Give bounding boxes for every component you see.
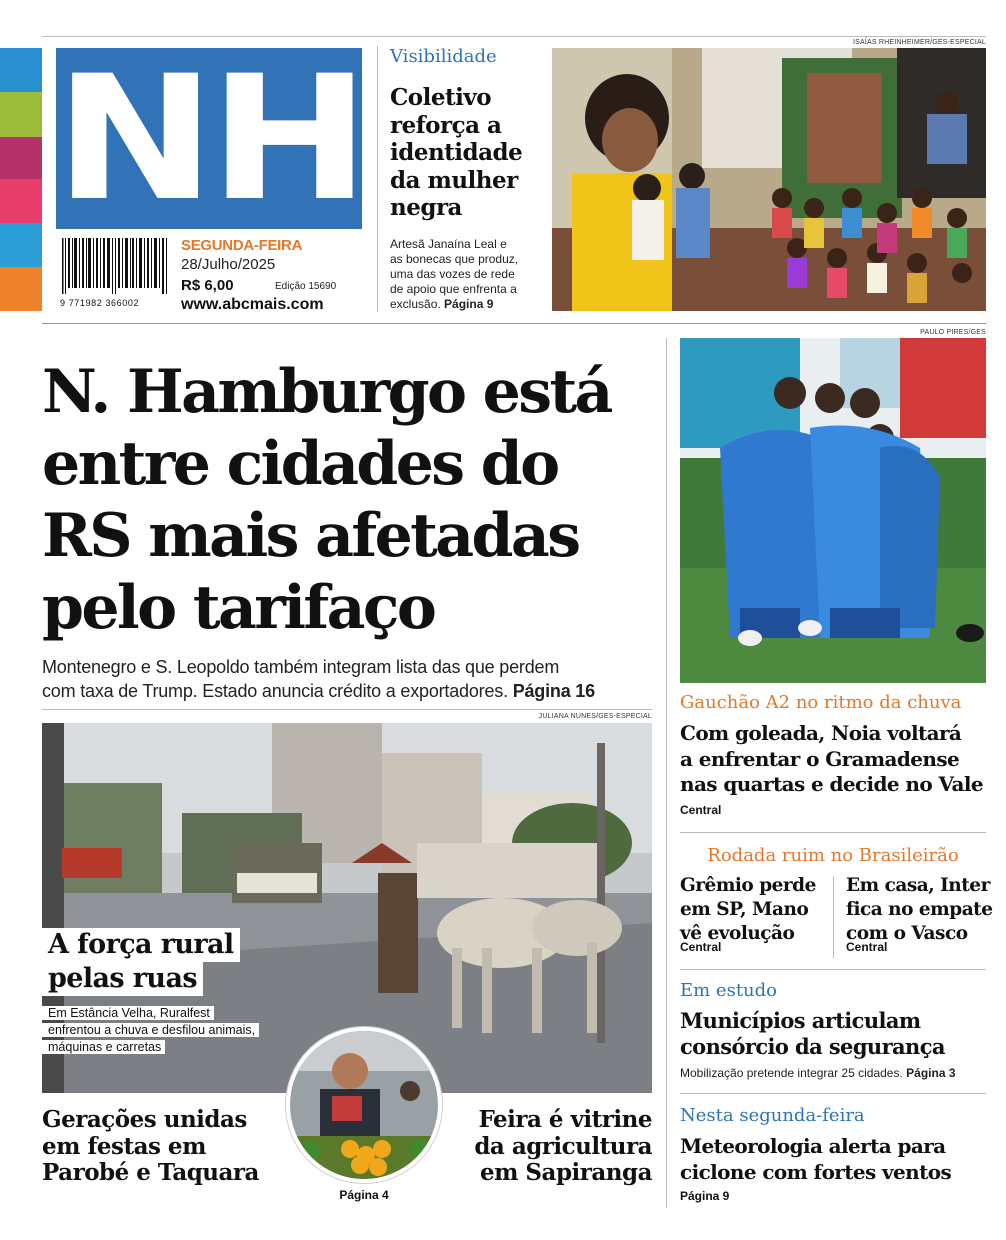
sports-kicker: Gauchão A2 no ritmo da chuva — [680, 692, 962, 713]
main-deck — [42, 655, 595, 703]
gremio-section-ref[interactable]: Central — [680, 940, 722, 954]
main-deck-line: Montenegro e S. Leopoldo também integram lista das que perdem — [42, 657, 560, 677]
estudo-kicker: Em estudo — [680, 980, 778, 1001]
rural-caption-line: máquinas e carretas — [42, 1040, 165, 1054]
top-story-headline-line: reforça a — [390, 111, 502, 139]
geracoes-headline-line: Parobé e Taquara — [42, 1159, 259, 1186]
brasileirao-rule — [680, 969, 986, 970]
meteorologia-headline-line: Meteorologia alerta para — [680, 1134, 946, 1158]
meteorologia-headline-line: ciclone com fortes ventos — [680, 1159, 952, 1184]
main-story-rule — [42, 709, 652, 710]
meteorologia-kicker: Nesta segunda-feira — [680, 1105, 865, 1126]
main-headline-line: N. Hamburgo está — [42, 357, 611, 427]
right-column-divider — [666, 338, 667, 1208]
estudo-headline[interactable] — [680, 1008, 945, 1060]
feira-headline[interactable] — [452, 1107, 652, 1187]
market-circle-photo-image — [290, 1031, 442, 1183]
estudo-rule — [680, 1093, 986, 1094]
top-story-summary-line: exclusão. — [390, 297, 441, 311]
estudo-headline-line: consórcio da segurança — [680, 1034, 945, 1059]
sports-photo-image — [680, 338, 986, 683]
sports-photo-credit: PAULO PIRES/GES — [920, 329, 986, 336]
sports-headline-line: a enfrentar o Gramadense — [680, 746, 960, 771]
main-headline-line: pelo tarifaço — [42, 573, 435, 643]
barcode-bars — [60, 238, 172, 294]
issue-edition: Edição 15690 — [275, 281, 337, 292]
meteorologia-page-ref[interactable]: Página 9 — [680, 1189, 730, 1203]
brasileirao-divider — [833, 876, 834, 958]
issue-price: R$ 6,00 — [181, 277, 234, 294]
top-story-headline-line: identidade — [390, 139, 523, 166]
top-story-photo-credit: ISAÍAS RHEINHEIMER/GES-ESPECIAL — [852, 39, 986, 46]
barcode-number: 9 771982 366002 — [60, 298, 140, 308]
logo-text: NH — [54, 37, 364, 239]
rural-caption-line: Em Estância Velha, Ruralfest — [42, 1006, 214, 1020]
rural-photo-credit: JULIANA NUNES/GES-ESPECIAL — [538, 713, 652, 720]
sports-section-ref[interactable]: Central — [680, 803, 722, 817]
gremio-headline-line: vê evolução — [680, 923, 795, 944]
rural-title-line: A força rural — [42, 928, 240, 962]
rural-caption — [42, 1005, 259, 1056]
strip-blue — [0, 48, 42, 92]
top-story-page-ref[interactable]: Página 9 — [444, 297, 494, 311]
estudo-summary-text: Mobilização pretende integrar 25 cidades. — [680, 1066, 903, 1080]
logo — [54, 37, 364, 239]
market-page-ref[interactable]: Página 4 — [339, 1188, 389, 1202]
top-story-summary-line: de apoio que enfrenta a — [390, 282, 517, 296]
top-story-photo-image — [552, 48, 986, 311]
top-story-photo[interactable] — [552, 48, 986, 311]
issue-date: 28/Julho/2025 — [181, 256, 276, 273]
top-story-headline-line: negra — [390, 194, 462, 221]
inter-headline-line: com o Vasco — [846, 923, 968, 944]
strip-lightblue — [0, 223, 42, 267]
strip-orange — [0, 267, 42, 311]
issue-day: SEGUNDA-FEIRA — [181, 237, 303, 254]
top-story-headline-line: da mulher — [390, 166, 518, 194]
estudo-headline-line: Municípios articulam — [680, 1008, 921, 1033]
rural-title-line: pelas ruas — [42, 962, 203, 996]
main-headline-line: RS mais afetadas — [42, 501, 579, 571]
feira-headline-line: em Sapiranga — [479, 1159, 652, 1186]
sports-headline[interactable] — [680, 721, 983, 798]
brasileirao-kicker: Rodada ruim no Brasileirão — [707, 845, 959, 866]
strip-green — [0, 92, 42, 137]
inter-headline-line: Em casa, Inter — [846, 875, 990, 896]
gremio-headline-line: em SP, Mano — [680, 899, 809, 920]
inter-headline-line: fica no empate — [846, 899, 993, 920]
main-story-page-ref[interactable]: Página 16 — [512, 681, 595, 701]
top-story-summary — [390, 237, 518, 312]
sports-headline-line: Com goleada, Noia voltará — [680, 721, 962, 745]
inter-headline[interactable] — [846, 874, 993, 946]
top-story-summary-line: uma das vozes de rede — [390, 267, 515, 281]
market-circle-photo[interactable] — [286, 1027, 442, 1183]
sports-photo[interactable] — [680, 338, 986, 683]
sports-rule — [680, 832, 986, 833]
strip-pink — [0, 179, 42, 223]
top-story-summary-line: Artesã Janaína Leal e — [390, 237, 507, 251]
top-story-kicker: Visibilidade — [390, 46, 497, 67]
geracoes-headline[interactable] — [42, 1107, 259, 1187]
top-story-summary-line: as bonecas que produz, — [390, 252, 519, 266]
gremio-headline-line: Grêmio perde — [680, 875, 816, 896]
geracoes-headline-line: Gerações unidas — [42, 1106, 247, 1133]
gremio-headline[interactable] — [680, 874, 816, 946]
website-link[interactable]: www.abcmais.com — [181, 296, 324, 313]
barcode — [60, 238, 172, 308]
masthead-bottom-rule — [42, 323, 986, 324]
strip-magenta — [0, 137, 42, 179]
estudo-page-ref[interactable]: Página 3 — [906, 1066, 956, 1080]
meteorologia-headline[interactable] — [680, 1134, 951, 1185]
sports-headline-line: nas quartas e decide no Vale — [680, 772, 984, 796]
estudo-summary — [680, 1066, 956, 1080]
geracoes-headline-line: em festas em — [42, 1132, 206, 1160]
rural-title[interactable] — [42, 928, 240, 996]
main-deck-line: com taxa de Trump. Estado anuncia crédito a exportadores. — [42, 681, 508, 701]
inter-section-ref[interactable]: Central — [846, 940, 888, 954]
rural-caption-line: enfrentou a chuva e desfilou animais, — [42, 1023, 259, 1037]
feira-headline-line: Feira é vitrine — [478, 1106, 652, 1133]
top-story-headline[interactable] — [390, 84, 522, 222]
masthead-divider — [377, 46, 378, 312]
top-story-headline-line: Coletivo — [390, 84, 492, 111]
main-headline[interactable] — [42, 356, 611, 644]
feira-headline-line: da agricultura — [474, 1132, 652, 1160]
main-headline-line: entre cidades do — [42, 429, 558, 499]
